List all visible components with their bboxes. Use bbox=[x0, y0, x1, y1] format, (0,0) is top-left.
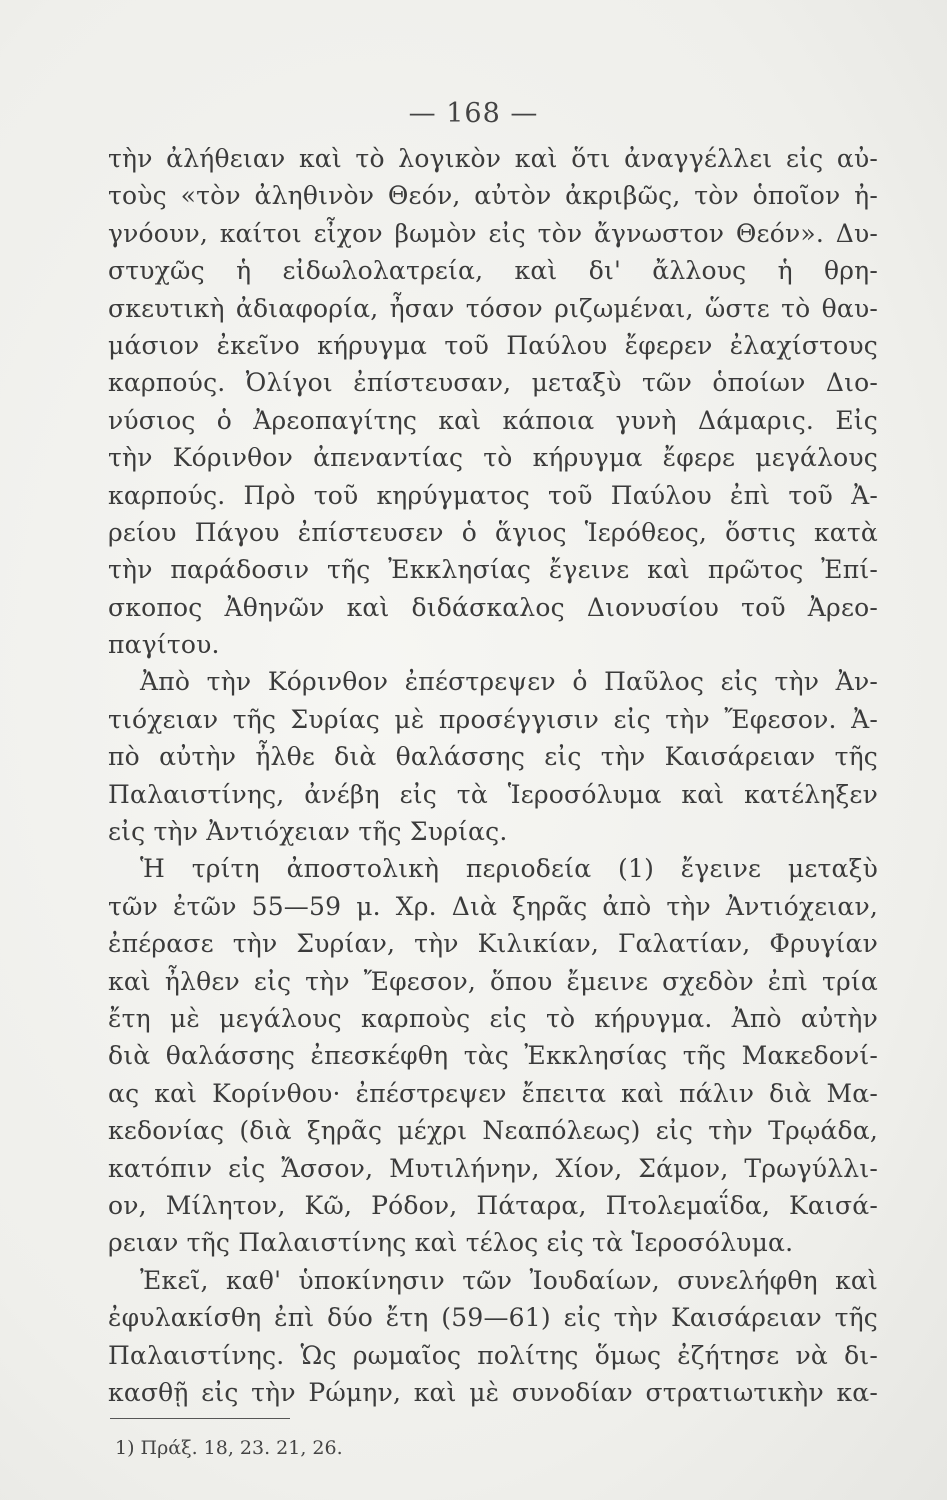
text-line: κεδονίας (διὰ ξηρᾶς μέχρι Νεαπόλεως) εἰς τὴν Τρῳάδα, bbox=[108, 1116, 878, 1146]
text-line: καὶ ἦλθεν εἰς τὴν Ἔφεσον, ὅπου ἔμεινε σχεδὸν ἐπὶ τρία bbox=[108, 966, 878, 996]
text-line: σκευτικὴ ἀδιαφορία, ἦσαν τόσον ριζωμέναι, ὥστε τὸ θαυ- bbox=[108, 293, 878, 323]
text-line: Παλαιστίνης. Ὡς ρωμαῖος πολίτης ὅμως ἐζήτησε νὰ δι- bbox=[108, 1340, 878, 1370]
text-line: Ἀπὸ τὴν Κόρινθον ἐπέστρεψεν ὁ Παῦλος εἰς τὴν Ἀν- bbox=[140, 667, 878, 697]
text-line: διὰ θαλάσσης ἐπεσκέφθη τὰς Ἐκκλησίας τῆς Μακεδονί- bbox=[108, 1041, 878, 1071]
text-line: τὴν Κόρινθον ἀπεναντίας τὸ κήρυγμα ἔφερε μεγάλους bbox=[108, 443, 878, 473]
text-line: καρπούς. Ὀλίγοι ἐπίστευσαν, μεταξὺ τῶν ὁποίων Διο- bbox=[108, 368, 878, 398]
text-line: ρειαν τῆς Παλαιστίνης καὶ τέλος εἰς τὰ Ἱεροσόλυμα. bbox=[108, 1228, 794, 1258]
text-line: ας καὶ Κορίνθου· ἐπέστρεψεν ἔπειτα καὶ πάλιν διὰ Μα- bbox=[108, 1078, 878, 1108]
text-line: στυχῶς ἡ εἰδωλολατρεία, καὶ δι' ἄλλους ἡ θρη- bbox=[108, 256, 878, 286]
text-line: πὸ αὐτὴν ἦλθε διὰ θαλάσσης εἰς τὴν Καισάρειαν τῆς bbox=[108, 742, 878, 772]
text-line: εἰς τὴν Ἀντιόχειαν τῆς Συρίας. bbox=[108, 817, 508, 847]
text-line: Ἡ τρίτη ἀποστολικὴ περιοδεία (1) ἔγεινε μεταξὺ bbox=[140, 854, 878, 884]
text-line: Παλαιστίνης, ἀνέβη εἰς τὰ Ἱεροσόλυμα καὶ κατέληξεν bbox=[108, 779, 878, 809]
footnote-rule bbox=[110, 1418, 290, 1419]
text-line: ἔτη μὲ μεγάλους καρποὺς εἰς τὸ κήρυγμα. Ἀπὸ αὐτὴν bbox=[108, 1003, 878, 1033]
text-line: τὴν ἀλήθειαν καὶ τὸ λογικὸν καὶ ὅτι ἀναγγέλλει εἰς αὐ- bbox=[108, 144, 878, 173]
text-line: παγίτου. bbox=[108, 630, 220, 660]
text-line: μάσιον ἐκεῖνο κήρυγμα τοῦ Παύλου ἔφερεν ἐλαχίστους bbox=[108, 330, 878, 360]
text-line: κατόπιν εἰς Ἄσσον, Μυτιλήνην, Χίον, Σάμον, Τρωγύλλι- bbox=[108, 1153, 878, 1183]
text-line: ον, Μίλητον, Κῶ, Ρόδον, Πάταρα, Πτολεμαΐδα, Καισά- bbox=[108, 1190, 878, 1220]
text-line: καρπούς. Πρὸ τοῦ κηρύγματος τοῦ Παύλου ἐπὶ τοῦ Ἀ- bbox=[108, 480, 878, 510]
footnote: 1) Πράξ. 18, 23. 21, 26. bbox=[115, 1437, 343, 1459]
text-line: ἐπέρασε τὴν Συρίαν, τὴν Κιλικίαν, Γαλατίαν, Φρυγίαν bbox=[108, 929, 878, 959]
text-line: γνόουν, καίτοι εἶχον βωμὸν εἰς τὸν ἄγνωστον Θεόν». Δυ- bbox=[108, 218, 878, 248]
text-line: τιόχειαν τῆς Συρίας μὲ προσέγγισιν εἰς τὴν Ἔφεσον. Ἀ- bbox=[108, 704, 878, 734]
body-text bbox=[108, 140, 878, 1411]
text-line: τῶν ἐτῶν 55—59 μ. Χρ. Διὰ ξηρᾶς ἀπὸ τὴν Ἀντιόχειαν, bbox=[108, 891, 878, 921]
text-line: ρείου Πάγου ἐπίστευσεν ὁ ἅγιος Ἱερόθεος, ὅστις κατὰ bbox=[108, 517, 878, 547]
text-line: τὴν παράδοσιν τῆς Ἐκκλησίας ἔγεινε καὶ πρῶτος Ἐπί- bbox=[108, 555, 878, 585]
text-line: κασθῇ εἰς τὴν Ρώμην, καὶ μὲ συνοδίαν στρατιωτικὴν κα- bbox=[108, 1377, 878, 1407]
text-line: Ἐκεῖ, καθ' ὑποκίνησιν τῶν Ἰουδαίων, συνελήφθη καὶ bbox=[140, 1265, 878, 1295]
text-line: σκοπος Ἀθηνῶν καὶ διδάσκαλος Διονυσίου τοῦ Ἀρεο- bbox=[108, 592, 878, 622]
text-line: τοὺς «τὸν ἀληθινὸν Θεόν, αὐτὸν ἀκριβῶς, τὸν ὁποῖον ἠ- bbox=[108, 181, 878, 211]
page-number: — 168 — bbox=[408, 98, 539, 129]
text-line: νύσιος ὁ Ἀρεοπαγίτης καὶ κάποια γυνὴ Δάμαρις. Εἰς bbox=[108, 405, 878, 435]
text-line: ἐφυλακίσθη ἐπὶ δύο ἔτη (59—61) εἰς τὴν Καισάρειαν τῆς bbox=[108, 1303, 878, 1333]
